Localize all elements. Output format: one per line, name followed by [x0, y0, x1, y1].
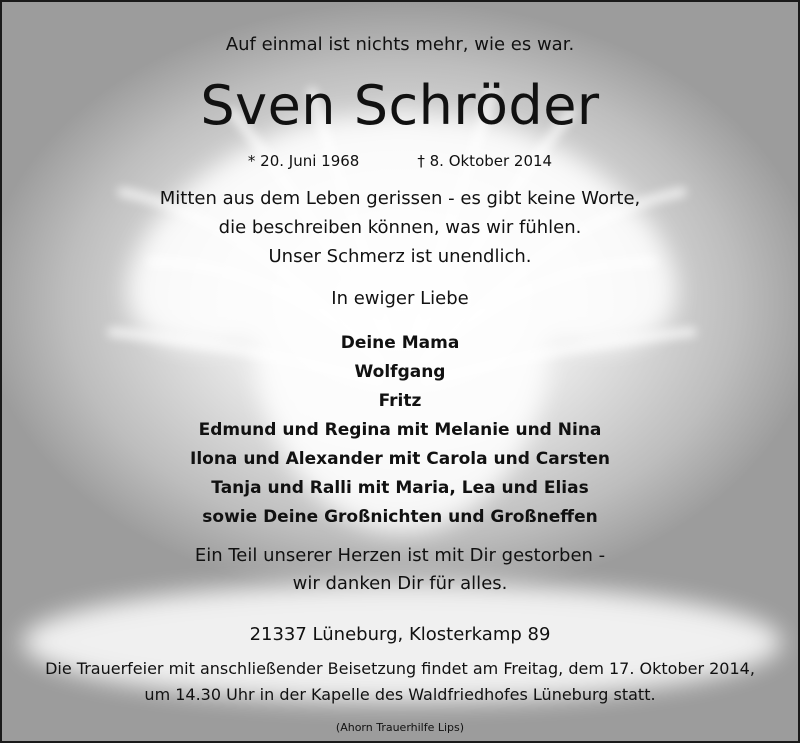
- mourner-line: Deine Mama: [340, 333, 460, 353]
- mourner-line: Fritz: [378, 391, 422, 411]
- love-line: In ewiger Liebe: [331, 288, 469, 309]
- message-line: Unser Schmerz ist unendlich.: [268, 246, 532, 267]
- mourner-line: Edmund und Regina mit Melanie und Nina: [198, 420, 602, 440]
- deceased-name: Sven Schröder: [200, 74, 600, 137]
- life-dates: [2, 152, 798, 170]
- birth-date: * 20. Juni 1968: [247, 152, 360, 170]
- funeral-line: Die Trauerfeier mit anschließender Beisetzung findet am Freitag, dem 17. Oktober 2014,: [45, 659, 755, 678]
- intro-line: Auf einmal ist nichts mehr, wie es war.: [225, 34, 575, 55]
- message-line: Mitten aus dem Leben gerissen - es gibt keine Worte,: [159, 188, 641, 209]
- closing-line: wir danken Dir für alles.: [292, 573, 508, 594]
- credit-line: (Ahorn Trauerhilfe Lips): [335, 721, 465, 734]
- death-date: † 8. Oktober 2014: [417, 152, 553, 170]
- mourner-line: sowie Deine Großnichten und Großneffen: [202, 507, 598, 527]
- funeral-line: um 14.30 Uhr in der Kapelle des Waldfriedhofes Lüneburg statt.: [144, 685, 656, 704]
- mourner-line: Tanja und Ralli mit Maria, Lea und Elias: [211, 478, 589, 498]
- address-line: 21337 Lüneburg, Klosterkamp 89: [249, 624, 551, 645]
- mourner-line: Ilona und Alexander mit Carola und Carsten: [190, 449, 610, 469]
- mourner-line: Wolfgang: [354, 362, 446, 382]
- message-line: die beschreiben können, was wir fühlen.: [218, 217, 582, 238]
- closing-line: Ein Teil unserer Herzen ist mit Dir gestorben -: [194, 545, 606, 566]
